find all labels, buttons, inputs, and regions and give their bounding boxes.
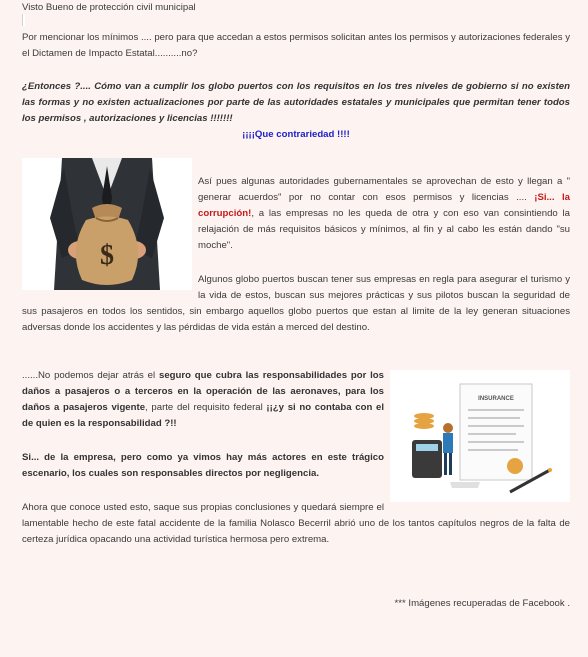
corrupcion-highlight: ¡Si... la corrupción! (198, 192, 570, 219)
paragraph-visto-bueno: Visto Bueno de protección civil municipal (22, 2, 196, 13)
seguro-highlight: seguro que cubra las responsabilidades por los daños a pasajeros o a terceros en la operación de las aeronaves, para los daños a pasajeros vigente (22, 370, 384, 413)
contrariedad-text: ¡¡¡¡Que contrariedad !!!! (242, 129, 350, 140)
insurance-image (390, 370, 570, 502)
section-corrupcion (22, 158, 570, 336)
paragraph-entonces: ¿Entonces ?.... Cómo van a cumplir los globo puertos con los requisitos en los tres niveles de gobierno si no existen las formas y no existen actualizaciones por parte de las autoridades estatales y municipales que permitan tener todos los permisos , autorizaciones y licencias !!!!!!! (22, 81, 570, 124)
paragraph-empresa: Si... de la empresa, pero como ya vimos hay más actores en este trágico escenario, los cuales son responsables directos por negligencia. (22, 452, 384, 479)
paragraph-corrupcion: Así pues algunas autoridades gubernamentales se aprovechan de esto y llegan a " generar acuerdos" por no contar con esos permisos y licencias .... ¡Si... la corrupción!, a las empresas no les queda de otra y con eso van consintiendo la relajación de más requisitos básicos y mínimos, al fin y al cabo les están dando "su moche". (198, 176, 570, 251)
insurance-document-icon (390, 370, 570, 502)
image-credit: *** Imágenes recuperadas de Facebook . (394, 598, 570, 609)
text-cursor (22, 14, 25, 26)
paragraph-seguro: ......No podemos dejar atrás el seguro que cubra las responsabilidades por los daños a pasajeros o a terceros en la operación de las aeronaves, para los daños a pasajeros vigente, parte del requisito federal ¡¡¿y si no contaba con el de quien es la responsabilidad ?!! (22, 370, 385, 429)
paragraph-conclusiones: Ahora que conoce usted esto, saque sus propias conclusiones y quedará siempre el lamentable hecho de este fatal accidente de la familia Nolasco Becerril abrió uno de los tantos capítulos negros de la falta de certeza jurídica opacando una actividad turística hermosa pero extrema. (22, 502, 570, 545)
section-seguro (22, 368, 570, 548)
businessman-money-bag-icon (22, 158, 192, 290)
responsabilidad-question: ¡¡¿y si no contaba con el de quien es la responsabilidad ?!! (22, 402, 385, 429)
paragraph-contrariedad (22, 127, 570, 143)
paragraph-minimos: Por mencionar los mínimos .... pero para que accedan a estos permisos solicitan antes los permisos y autorizaciones federales y el Dictamen de Impacto Estatal..........no? (22, 32, 570, 59)
paragraph-globo-puertos: Algunos globo puertos buscan tener sus empresas en regla para asegurar el turismo y la vida de estos, buscan sus mejores prácticas y sus pilotos buscan la seguridad de sus pasajeros en todos los sentidos, sin embargo aquellos globo puertos que estan al limite de la ley generan situaciones adversas donde los accidentes y las pérdidas de vida están a merced del destino. (22, 274, 570, 333)
dollar-sign: $ (100, 240, 114, 271)
insurance-label: INSURANCE (478, 396, 514, 402)
money-bag-image (22, 158, 192, 290)
